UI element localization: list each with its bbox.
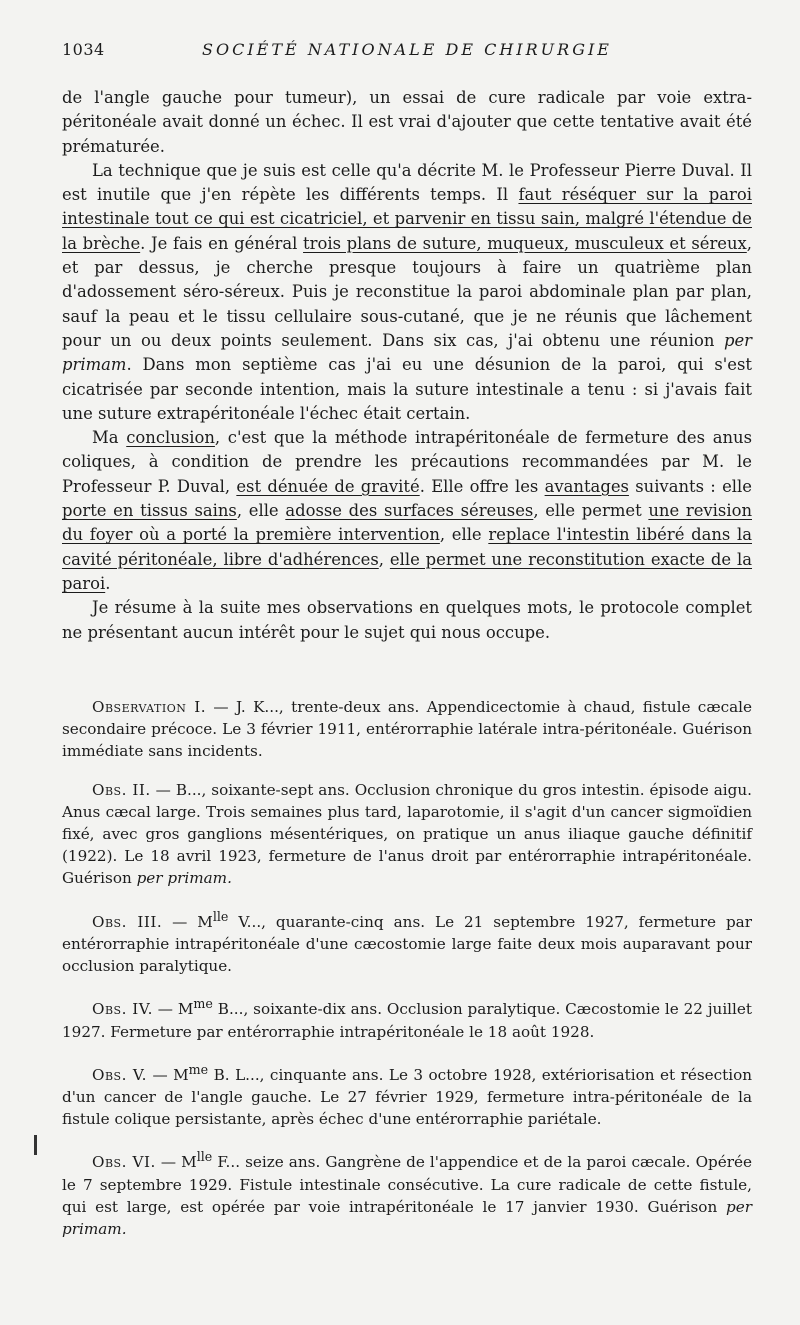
paragraph bbox=[62, 596, 752, 645]
text-segment: F... seize ans. Gangrène de l'appendice et de la paroi cæcale. Opérée le 7 septembre 1929. Fistule intestinale consécutive. La cure radicale de cette fistule, qui est large, est opérée par voie intrapéritonéale le 17 janvier 1930. Guérison bbox=[62, 1153, 752, 1216]
underlined-text: adosse des surfaces séreuses bbox=[285, 501, 534, 521]
underlined-text: est dénuée de gravité bbox=[236, 476, 420, 496]
observation-label: Observation I. bbox=[92, 698, 207, 716]
underlined-text: elle permet une reconstitution exacte de la paroi bbox=[62, 549, 753, 593]
text-segment: . Je fais en général bbox=[140, 233, 304, 253]
observation-entry bbox=[62, 696, 752, 763]
text-segment: . Dans mon septième cas j'ai eu une désunion de la paroi, qui s'est cicatrisée par seconde intention, mais la suture intestinale a tenu : si j'avais fait une suture extrapéritonéale l'échec était certain. bbox=[62, 355, 752, 423]
text-segment: suivants : elle bbox=[628, 476, 752, 496]
observation-entry bbox=[62, 993, 752, 1042]
observations-list bbox=[62, 696, 752, 1256]
underlined-text: une revision du foyer où a porté la première intervention bbox=[62, 501, 752, 545]
observation-entry bbox=[62, 779, 752, 890]
paragraph bbox=[62, 159, 752, 426]
text-segment: me bbox=[193, 996, 213, 1012]
italic-text: per primam bbox=[62, 330, 752, 375]
text-segment: lle bbox=[212, 908, 229, 924]
text-segment: B. L..., cinquante ans. Le 3 octobre 1928, extériorisation et résection d'un cancer de l'angle gauche. Le 27 février 1929, fermeture intra-péritonéale de la fistule colique persistante, après échec d'une entérorraphie pariétale. bbox=[62, 1065, 752, 1129]
page-header bbox=[62, 40, 752, 66]
underlined-text: faut réséquer sur la paroi intestinale tout ce qui est cicatriciel, et parvenir en tissu sain, malgré l'étendue de la brèche bbox=[62, 185, 752, 253]
underlined-text: avantages bbox=[544, 476, 629, 496]
observation-entry bbox=[62, 1146, 752, 1240]
text-segment: B..., soixante-dix ans. Occlusion paralytique. Cæcostomie le 22 juillet 1927. Fermeture par entérorraphie intrapéritonéale le 18 août 1928. bbox=[62, 1000, 752, 1041]
paragraph bbox=[62, 86, 752, 159]
running-title: SOCIÉTÉ NATIONALE DE CHIRURGIE bbox=[202, 40, 612, 59]
text-segment: V..., quarante-cinq ans. Le 21 septembre 1927, fermeture par entérorraphie intrapéritonéale d'une cæcostomie large faite deux mois auparavant pour occlusion paralytique. bbox=[62, 912, 752, 976]
text-segment: . bbox=[105, 573, 111, 593]
page-number: 1034 bbox=[62, 40, 105, 59]
text-segment: — M bbox=[162, 912, 213, 931]
text-segment: . Elle offre les bbox=[419, 476, 545, 496]
text-segment: Je résume à la suite mes observations en quelques mots, le protocole complet ne présentant aucun intérêt pour le sujet qui nous occupe. bbox=[62, 598, 752, 642]
paragraph bbox=[62, 426, 752, 596]
text-segment: — J. K..., trente-deux ans. Appendicectomie à chaud, fistule cæcale secondaire précoce. Le 3 février 1911, entérorraphie latérale intra-péritonéale. Guérison immédiate sans incidents. bbox=[62, 698, 752, 761]
margin-mark bbox=[34, 1135, 37, 1155]
underlined-text: trois plans de suture, muqueux, musculeux et séreux bbox=[303, 233, 747, 253]
text-segment: , bbox=[378, 549, 390, 569]
underlined-text: conclusion bbox=[126, 428, 215, 448]
text-segment: , et par dessus, je cherche presque toujours à faire un quatrième plan d'adossement séro-séreux. Puis je reconstitue la paroi abdominale plan par plan, sauf la peau et le tissu cellulaire sous-cutané, que je ne réunis que lâchement pour un ou deux points seulement. Dans six cas, j'ai obtenu une réunion bbox=[62, 233, 753, 350]
observation-label: Obs. IV. bbox=[92, 1000, 153, 1019]
observation-label: Obs. II. bbox=[92, 780, 151, 799]
text-segment: Ma bbox=[92, 428, 127, 448]
text-segment: , elle bbox=[439, 525, 489, 545]
text-segment: — B..., soixante-sept ans. Occlusion chronique du gros intestin. épisode aigu. Anus cæcal large. Trois semaines plus tard, laparotomie, il s'agit d'un cancer sigmoïdien fixé, avec gros ganglions mésentériques, on pratique un anus iliaque gauche définitif (1922). Le 18 avril 1923, fermeture de l'anus droit par entérorraphie intrapéritonéale. Guérison bbox=[62, 780, 752, 888]
observation-label: Obs. V. bbox=[92, 1065, 147, 1084]
text-segment: me bbox=[188, 1061, 209, 1077]
body-text bbox=[62, 86, 752, 645]
text-segment: La technique que je suis est celle qu'a décrite M. le Professeur Pierre Duval. Il est inutile que j'en répète les différents temps. Il bbox=[62, 160, 752, 205]
text-segment: de l'angle gauche pour tumeur), un essai de cure radicale par voie extra-péritonéale avait donné un échec. Il est vrai d'ajouter que cette tentative avait été prématurée. bbox=[62, 88, 752, 156]
text-segment: — M bbox=[147, 1065, 189, 1084]
observation-entry bbox=[62, 906, 752, 978]
underlined-text: porte en tissus sains bbox=[62, 501, 237, 521]
observation-entry bbox=[62, 1059, 752, 1131]
text-segment: , elle bbox=[236, 501, 286, 521]
text-segment: — M bbox=[155, 1153, 197, 1172]
observation-label: Obs. VI. bbox=[92, 1153, 156, 1172]
observation-label: Obs. III. bbox=[92, 912, 163, 931]
underlined-text: replace l'intestin libéré dans la cavité péritonéale, libre d'adhérences bbox=[62, 525, 752, 569]
text-segment: lle bbox=[196, 1149, 213, 1165]
text-segment: , elle permet bbox=[533, 501, 649, 521]
text-segment: , c'est que la méthode intrapéritonéale de fermeture des anus coliques, à condition de prendre les précautions recommandées par M. le Professeur P. Duval, bbox=[62, 428, 753, 496]
text-segment: — M bbox=[152, 1000, 194, 1019]
italic-text: per primam. bbox=[62, 1197, 752, 1239]
italic-text: per primam. bbox=[136, 869, 232, 888]
